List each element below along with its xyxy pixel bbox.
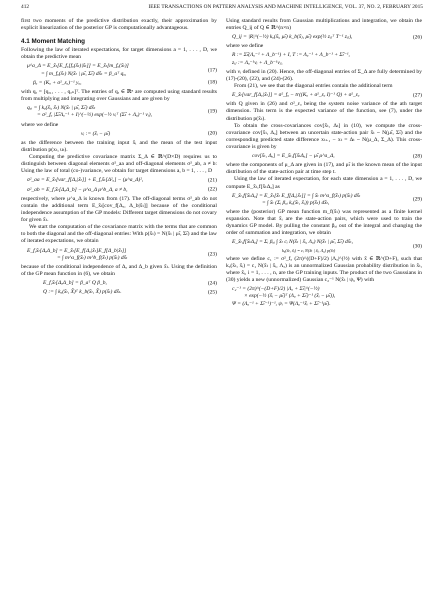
equation-24: E_f,x̃ₜ[ΔₐΔ_b] = β_aᵀ Q β_b, (24) xyxy=(43,280,217,287)
paragraph: Following the law of iterated expectations, for target dimensions a = 1, . . . , D, we obtain the predictive mean xyxy=(21,47,217,61)
equation-17: μ^a_Δ = E_x̃ₜ[E_fₐ[fₐ(x̃ₜ)|x̃ₜ]] = E_x̃ₜ[m_fₐ(x̃ₜ)] = ∫ m_fₐ(x̃ₜ) N(x̃ₜ | μ̃ₜ, Σ̃ₜ) dx̃ₜ = β_aᵀ qₐ, (17) xyxy=(27,63,217,77)
paragraph: Computing the predictive covariance matrix Σ_Δ ∈ ℝ^(D×D) requires us to distinguish between diagonal elements σ²_aa and off-diagonal elements σ²_ab, a ≠ b: Using the law of total (co-)variance, we obtain for target dimensions a, b = 1, . . . , D xyxy=(21,154,217,175)
paragraph: with νᵢ defined in (20). Hence, the off-diagonal entries of Σ_Δ are fully determined by (17)-(20), (22), and (24)-(26). xyxy=(226,68,422,82)
paragraph: where the components of μ_Δ are given in (17), and μ̃ₜ is the known mean of the input distribution of the state-action pair at time step t. xyxy=(226,162,422,176)
equation-21: σ²_aa = E_x̃ₜ[var_f[Δₐ|x̃ₜ]] + E_f,x̃ₜ[Δ²ₐ] − (μ^a_Δ)², (21) xyxy=(27,177,217,184)
page-header xyxy=(21,4,423,14)
paragraph: with Q given in (26) and σ²_εₐ being the system noise variance of the ath target dimension. This term is the expected variance of the function, see (7), under the distribution p(x̃ₜ). xyxy=(226,101,422,122)
paragraph: where we define c₁ := σ²_fₐ (2π)^((D+F)/2) |Λₐ|^(½) with x̃ ∈ ℝ^(D+F), such that kₐ(x̃ₜ, x̃ᵢ) = c₁ N(x̃ₜ | x̃ᵢ, Λₐ) is an unnormalized Gaussian probability distribution in x̃ₜ, where x̃ᵢ, i = 1, . . . , n, are the GP training inputs. The product of the two Gaussians in (30) yields a new (unnormalized) Gaussian c₂⁻¹ N(x̃ₜ | ψᵢ, Ψ) with xyxy=(226,255,422,284)
paragraph: with qₐ = [qₐ₁, . . . , qₐₙ]ᵀ. The entries of qₐ ∈ ℝⁿ are computed using standard results from multiplying and integrating over Gaussians and are given by xyxy=(21,89,217,103)
page-number: 412 xyxy=(21,4,30,10)
equation-26: Q_ij = |R|^(−½) kₐ(x̃ᵢ, μ̃ₜ) k_b(x̃ⱼ, μ̃ₜ) exp(½ zᵢⱼᵀ T⁻¹ zᵢⱼ), (26) xyxy=(232,34,422,41)
journal-running-head: IEEE TRANSACTIONS ON PATTERN ANALYSIS AND MACHINE INTELLIGENCE, VOL. 37, NO. 2, FEBRUARY 2015 xyxy=(148,4,423,10)
right-column xyxy=(226,18,422,310)
paragraph: Using standard results from Gaussian multiplications and integration, we obtain the entries Q_ij of Q ∈ ℝ^(n×n) xyxy=(226,18,422,32)
paragraph: as the difference between the training input x̃ᵢ and the mean of the test input distribution p(xₜ, uₜ). xyxy=(21,139,217,154)
paragraph: because of the conditional independence of Δₐ and Δ_b given x̃ₜ. Using the definition of the GP mean function in (6), we obtain xyxy=(21,263,217,277)
equation-31: c₂⁻¹ = (2π)^(−(D+F)/2) |Λₐ + Σ̃ₜ|^(−½) × exp(−½ (x̃ᵢ − μ̃ₜ)ᵀ (Λₐ + Σ̃ₜ)⁻¹ (x̃ᵢ − μ̃ₜ)), Ψ = (Λₐ⁻¹ + Σ̃ₜ⁻¹)⁻¹, ψᵢ = Ψ(Λₐ⁻¹x̃ᵢ + Σ̃ₜ⁻¹μ̃ₜ). xyxy=(232,286,336,307)
equation-22: σ²_ab = E_f,x̃ₜ[ΔₐΔ_b] − μ^a_Δ μ^b_Δ, a ≠ b, (22) xyxy=(27,186,217,193)
equation-19: qₐᵢ = ∫ kₐ(x̃ᵢ, x̃ₜ) N(x̃ₜ | μ̃ₜ, Σ̃ₜ) dx̃ₜ = σ²_fₐ |Σ̃ₜΛₐ⁻¹ + I|^(−½) exp(−½ νᵢᵀ (Σ̃ₜ + Λₐ)⁻¹ νᵢ), (19) xyxy=(27,105,217,119)
paragraph: first two moments of the predictive distribution exactly, their approximation by explicit linearization of the posterior GP is computationally advantageous. xyxy=(21,18,217,32)
paragraph: where we define xyxy=(21,121,59,128)
equation-29: E_x̃ₜ,f[x̃ₜΔₐ] = E_x̃ₜ[x̃ₜ E_f[Δₐ|x̃ₜ]] = ∫ x̃ₜ m^a_f(x̃ₜ) p(x̃ₜ) dx̃ₜ = ∫ x̃ₜ (Σᵢ βₐᵢ kₐ(x̃ₜ, x̃ᵢ)) p(x̃ₜ) dx̃ₜ, (29) xyxy=(232,192,422,206)
equation-18: βₐ = (Kₐ + σ²_εₐ)⁻¹ yₐ, (18) xyxy=(33,79,217,86)
paragraph: where the (posterior) GP mean function m_f(x̃ₜ) was represented as a finite kernel expansion. Note that x̃ᵢ are the state-action pairs, which were used to train the dynamics GP model. By pulling the constant βₐᵢ out of the integral and changing the order of summation and integration, we obtain xyxy=(226,209,422,237)
equation-23: E_f,x̃ₜ[ΔₐΔ_b] = E_x̃ₜ[E_f[Δₐ|x̃ₜ]E_f[Δ_b|x̃ₜ]] = ∫ m^a_f(x̃ₜ) m^b_f(x̃ₜ) p(x̃ₜ) dx̃ₜ (23) xyxy=(27,247,217,261)
paragraph: where we define xyxy=(226,43,264,50)
equation-definitions: R := Σ̃ₜ(Λₐ⁻¹ + Λ_b⁻¹) + I, T := Λₐ⁻¹ + Λ_b⁻¹ + Σ̃ₜ⁻¹, zᵢⱼ := Λₐ⁻¹νᵢ + Λ_b⁻¹νⱼ, xyxy=(232,52,350,66)
paragraph: Using the law of iterated expectation, for each state dimension a = 1, . . . , D, we compute E_x̃ₜ,f[x̃ₜΔₐ] as xyxy=(226,176,422,190)
paragraph: We start the computation of the covariance matrix with the terms that are common to both the diagonal and the off-diagonal entries: With p(x̃ₜ) = N(x̃ₜ | μ̃ₜ, Σ̃ₜ) and the law of iterated expectations, we obtain xyxy=(21,224,217,245)
equation-30: E_x̃ₜ,f[x̃ₜΔₐ] = Σᵢ βₐᵢ ∫ x̃ₜ cᵢ N(x̃ₜ | x̃ᵢ, Λₐ) N(x̃ₜ | μ̃ₜ, Σ̃ₜ) dx̃ₜ, kₐ(x̃ₜ, x̃ᵢ) = cᵢ N(x̃ₜ | x̃ᵢ, Λₐ) p(x̃ₜ) (30) xyxy=(232,239,422,253)
paragraph: From (21), we see that the diagonal entries contain the additional term xyxy=(234,83,393,90)
paragraph: respectively, where μ^a_Δ is known from (17). The off-diagonal terms σ²_ab do not contain the additional term E_x̃ₜ[cov_f[Δₐ, Δ_b|x̃ₜ]] because of the conditional independence assumption of the GP models: Different target dimensions do not covary for given x̃ₜ. xyxy=(21,195,217,224)
equation-28: cov[x̃ₜ, Δₐ] = E_x̃ₜ,f[x̃ₜΔₐ] − μ̃ₜ μ^a_Δ, (28) xyxy=(252,153,422,160)
section-heading: 4.1 Moment Matching xyxy=(21,38,86,46)
equation-27: E_x̃ₜ[var_f[Δₐ|x̃ₜ]] = σ²_fₐ − tr((Kₐ + σ²_εₐ I)⁻¹ Q) + σ²_εₐ (27) xyxy=(232,92,422,99)
equation-20: νᵢ := (x̃ᵢ − μ̃ₜ) (20) xyxy=(81,130,217,137)
equation-25: Q := ∫ kₐ(x̃ₜ, X̃)ᵀ k_b(x̃ₜ, X̃) p(x̃ₜ) dx̃ₜ. (25) xyxy=(43,289,217,296)
paragraph: To obtain the cross-covariances cov[x̃ₜ, Δₜ] in (10), we compute the cross-covariance cov[x̃ₜ, Δₐ] between an uncertain state-action pair x̃ₜ ~ N(μ̃ₜ, Σ̃ₜ) and the corresponding predicted state difference xₜ₊₁ − xₜ = Δₜ ~ N(μ_Δ, Σ_Δ). This cross-covariance is given by xyxy=(226,122,422,150)
left-column xyxy=(21,18,217,299)
